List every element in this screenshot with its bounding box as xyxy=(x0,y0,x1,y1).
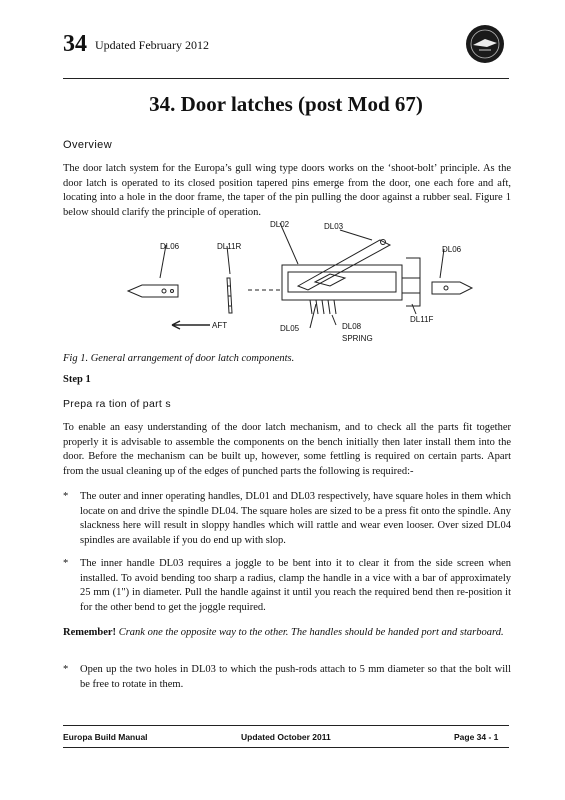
bullet-item: Open up the two holes in DL03 to which the push-rods attach to 5 mm diameter so that the bolt will be free to rotate in them. xyxy=(80,664,511,690)
footer-manual-name: Europa Build Manual xyxy=(63,732,148,742)
overview-paragraph: The door latch system for the Europa’s gull wing type doors works on the ‘shoot-bolt’ principle. As the door latch is operated to its closed position tapered pins emerge from the door, one each fore and aft, locating into a hole in the door frame, the taper of the pin pulling the door against a rubber seal. Figure 1 below should clarify the principle of operation. xyxy=(63,163,511,218)
label-dl06-left: DL06 xyxy=(160,242,180,251)
bullet-item: The inner handle DL03 requires a joggle to be bent into it to clear it from the side screen when installed. To avoid bending too sharp a radius, clamp the handle in a vice with a bar of approximately 25 mm (1") in diameter. Pull the handle against it until you reach the required bend then re-position it for the other bend to get the joggle required. xyxy=(80,558,511,613)
club-logo-icon xyxy=(465,24,505,64)
step-heading: Step 1 xyxy=(63,374,91,385)
label-dl08: DL08 xyxy=(342,322,362,331)
page-title: 34. Door latches (post Mod 67) xyxy=(149,92,423,116)
footer-rule-top xyxy=(63,725,509,726)
label-spring: SPRING xyxy=(342,334,373,343)
bullet-marker: * xyxy=(63,558,69,569)
latch-body-shape xyxy=(282,265,402,300)
overview-heading: Overview xyxy=(63,139,113,151)
label-dl11r: DL11R xyxy=(217,242,242,251)
label-dl03: DL03 xyxy=(324,222,344,231)
header-rule xyxy=(63,78,509,79)
label-dl05: DL05 xyxy=(280,324,300,333)
label-dl06-right: DL06 xyxy=(442,245,462,254)
footer-updated-date: Updated October 2011 xyxy=(241,732,331,742)
remember-label: Remember! xyxy=(63,627,117,638)
label-dl11f: DL11F xyxy=(410,315,434,324)
remember-text: Crank one the opposite way to the other. The handles should be handed port and starboard. xyxy=(118,627,504,638)
chapter-number: 34 xyxy=(63,31,87,57)
footer-rule-bottom xyxy=(63,747,509,748)
figure-caption: Fig 1. General arrangement of door latch components. xyxy=(63,353,295,364)
bullet-marker: * xyxy=(63,491,69,502)
bullet-marker: * xyxy=(63,664,69,675)
door-latch-diagram xyxy=(120,218,480,348)
remember-note xyxy=(63,625,511,640)
header-updated-date: Updated February 2012 xyxy=(95,38,209,52)
aft-arrow xyxy=(172,321,210,329)
right-bolt-shape xyxy=(432,282,472,294)
label-dl02: DL02 xyxy=(270,220,290,229)
preparation-paragraph: To enable an easy understanding of the door latch mechanism, and to check all the parts fit together properly it is advisable to assemble the components on the bench initially then later install them into the door. Before the mechanism can be built up, however, some fettling is required on certain parts. Apart from the usual cleaning up of the edges of punched parts the following is required:- xyxy=(63,422,511,477)
footer-page-number: Page 34 - 1 xyxy=(454,732,499,742)
preparation-heading: Prepa ra tion of part s xyxy=(63,398,171,410)
front-bracket-shape xyxy=(402,278,420,293)
bullet-item: The outer and inner operating handles, DL01 and DL03 respectively, have square holes in them which locate on and drive the spindle DL04. The square holes are sized to be a press fit onto the spindle. Any slackness here will result in sloppy handles which will rattle and wear even looser. Over sized DL04 spindles are available if you do end up with slop. xyxy=(80,491,511,546)
label-aft: AFT xyxy=(212,321,228,330)
